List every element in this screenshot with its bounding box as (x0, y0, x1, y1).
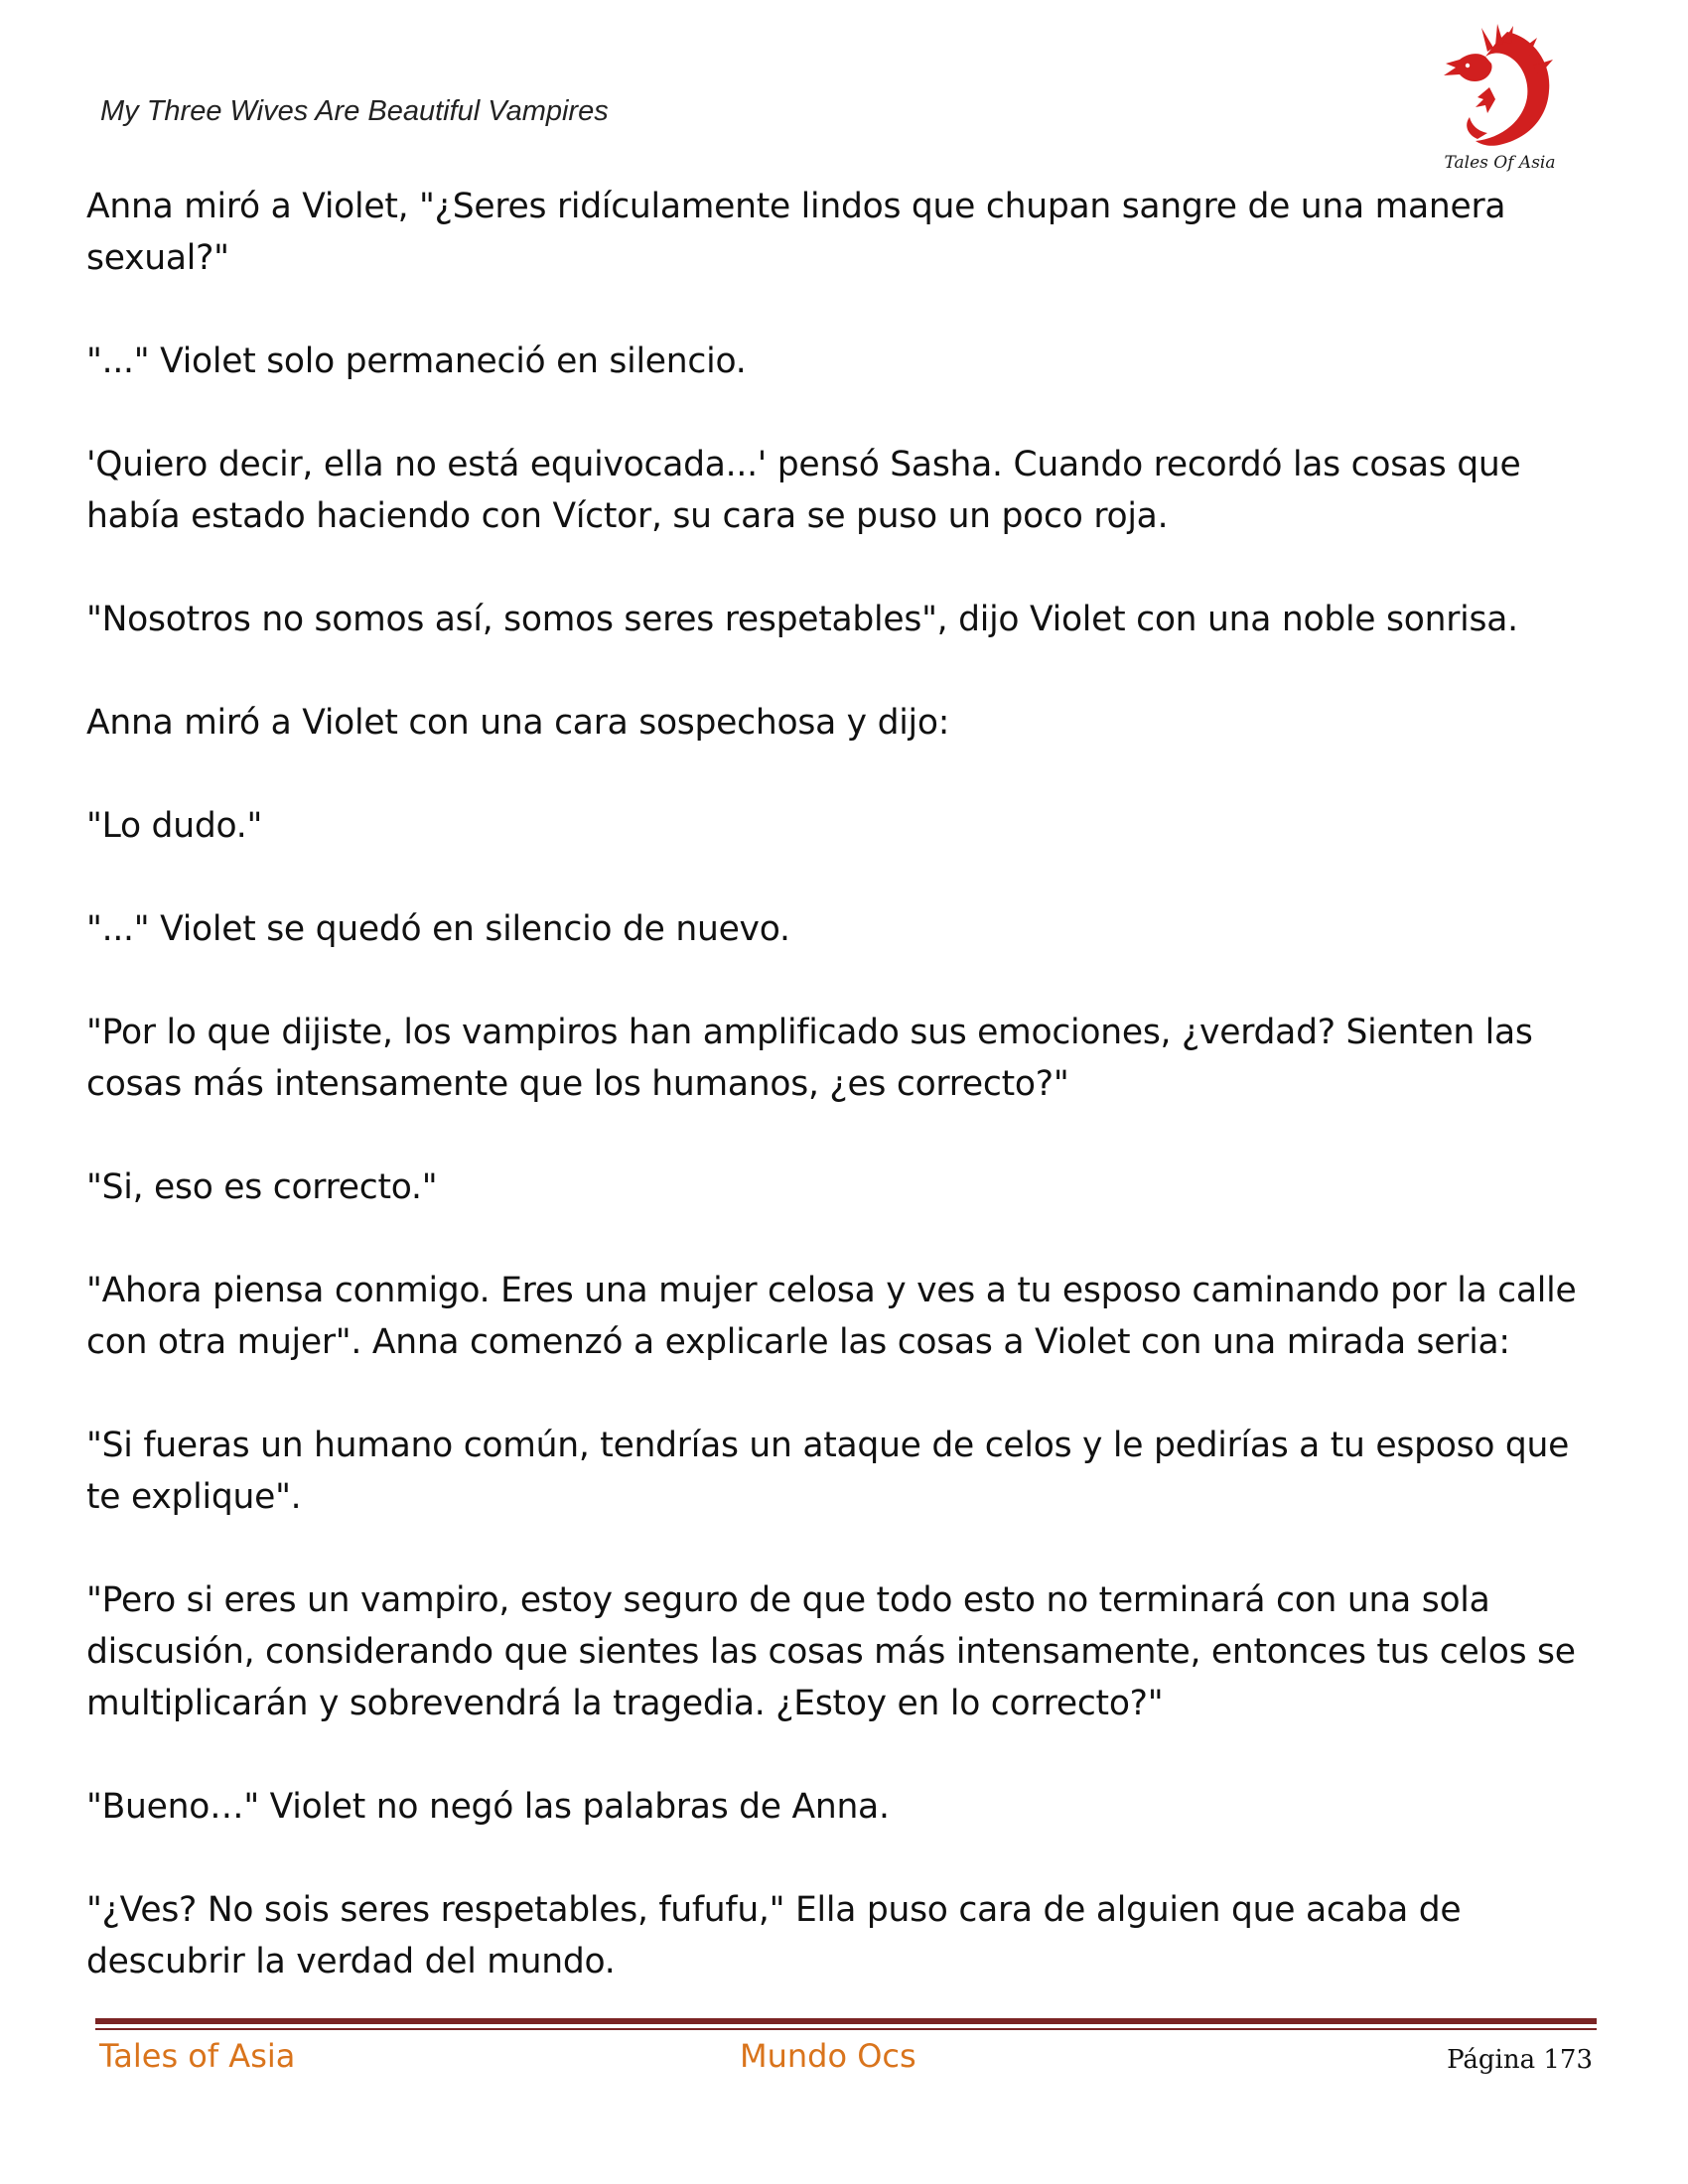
book-title: My Three Wives Are Beautiful Vampires (100, 95, 609, 127)
paragraph: "Nosotros no somos así, somos seres respetables", dijo Violet con una noble sonrisa. (86, 600, 1518, 639)
chapter-body (86, 181, 1606, 2039)
paragraph: "¿Ves? No sois seres respetables, fufufu," Ella puso cara de alguien que acaba de descubrir la verdad del mundo. (86, 1890, 1462, 1981)
paragraph: "Si fueras un humano común, tendrías un ataque de celos y le pedirías a tu esposo que te explique". (86, 1426, 1570, 1517)
paragraph: "Por lo que dijiste, los vampiros han amplificado sus emociones, ¿verdad? Sienten las cosas más intensamente que los humanos, ¿es correcto?" (86, 1013, 1533, 1104)
paragraph: "Ahora piensa conmigo. Eres una mujer celosa y ves a tu esposo caminando por la calle con otra mujer". Anna comenzó a explicarle las cosas a Violet con una mirada seria: (86, 1271, 1577, 1362)
dragon-icon (1438, 22, 1562, 156)
paragraph: "..." Violet solo permaneció en silencio. (86, 341, 747, 381)
paragraph: Anna miró a Violet con una cara sospechosa y dijo: (86, 703, 950, 743)
page-number: Página 173 (1447, 2045, 1593, 2075)
paragraph: "Lo dudo." (86, 806, 263, 846)
footer-section-name: Mundo Ocs (740, 2037, 916, 2075)
footer-divider-thin (95, 2028, 1597, 2030)
paragraph: "Pero si eres un vampiro, estoy seguro de que todo esto no terminará con una sola discusión, considerando que sientes las cosas más intensamente, entonces tus celos se multiplicarán y sobrevendrá la tragedia. ¿Estoy en lo correcto?" (86, 1580, 1576, 1723)
paragraph: 'Quiero decir, ella no está equivocada...' pensó Sasha. Cuando recordó las cosas que había estado haciendo con Víctor, su cara se puso un poco roja. (86, 445, 1521, 536)
footer-site-name: Tales of Asia (99, 2037, 296, 2075)
footer-divider (95, 2018, 1597, 2024)
paragraph: "Si, eso es correcto." (86, 1167, 438, 1207)
logo-text: Tales Of Asia (1444, 153, 1556, 173)
paragraph: "..." Violet se quedó en silencio de nuevo. (86, 909, 790, 949)
tales-of-asia-logo (1438, 22, 1562, 181)
paragraph: "Bueno…" Violet no negó las palabras de Anna. (86, 1787, 890, 1827)
paragraph: Anna miró a Violet, "¿Seres ridículamente lindos que chupan sangre de una manera sexual?" (86, 187, 1506, 278)
